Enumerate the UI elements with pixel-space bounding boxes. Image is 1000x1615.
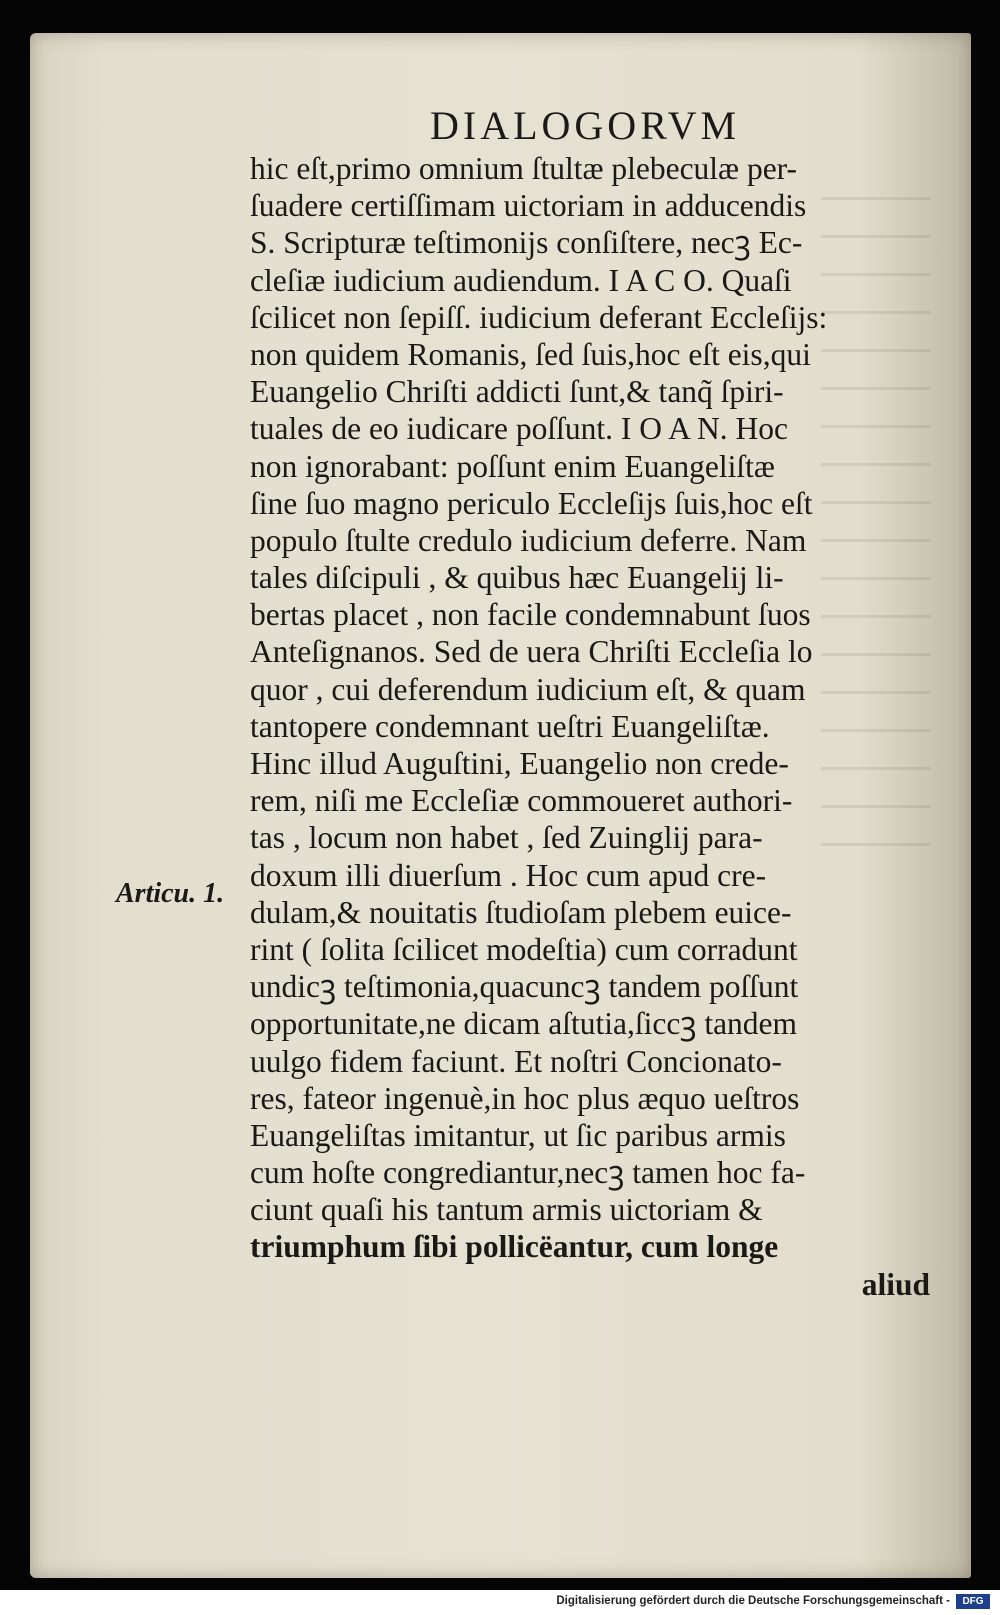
text-line: quor , cui deferendum iudicium eſt, & quam — [250, 671, 806, 707]
text-line: Euangeliſtas imitantur, ut ſic paribus armis — [250, 1117, 786, 1153]
text-line: non ignorabant: poſſunt enim Euangeliſtæ — [250, 448, 775, 484]
catchword: aliud — [861, 1266, 930, 1302]
text-line: hic eſt,primo omnium ſtultæ plebeculæ per- — [250, 151, 798, 186]
text-line: tales diſcipuli , & quibus hæc Euangelij li- — [250, 560, 784, 596]
text-line: dulam,& nouitatis ſtudioſam plebem euice- — [250, 894, 792, 930]
text-line: tuales de eo iudicare poſſunt. I O A N. Hoc — [250, 411, 788, 447]
text-line: ſine ſuo magno periculo Eccleſijs ſuis,hoc eſt — [250, 485, 813, 521]
running-head: DIALOGORVM — [430, 103, 741, 148]
footer-bar — [0, 1590, 1000, 1615]
text-line: tantopere condemnant ueſtri Euangeliſtæ. — [250, 708, 770, 744]
dfg-logo: DFG — [956, 1594, 990, 1609]
text-line: ciunt quaſi his tantum armis uictoriam & — [250, 1192, 763, 1228]
text-line: cleſiæ iudicium audiendum. I A C O. Quaſi — [250, 262, 792, 298]
text-line: populo ſtulte credulo iudicium deferre. Nam — [250, 522, 807, 558]
body-text — [250, 150, 940, 1303]
text-line: ſuadere certiſſimam uictoriam in adducendis — [250, 188, 807, 224]
text-line: S. Scripturæ teſtimonijs conſiſtere, necꝫ Ec- — [250, 225, 803, 261]
text-line: non quidem Romanis, ſed ſuis,hoc eſt eis,qui — [250, 336, 811, 372]
text-line: doxum illi diuerſum . Hoc cum apud cre- — [250, 857, 767, 893]
text-line: Euangelio Chriſti addicti ſunt,& tanq̃ ſpiri- — [250, 374, 784, 410]
text-line: Anteſignanos. Sed de uera Chriſti Eccleſia lo — [250, 634, 813, 670]
text-line: Hinc illud Auguſtini, Euangelio non crede- — [250, 746, 789, 781]
text-line: triumphum ſibi pollicëantur, cum longe — [250, 1229, 779, 1265]
text-line: rem, niſi me Eccleſiæ commoueret authori- — [250, 783, 793, 819]
text-line: rint ( ſolita ſcilicet modeſtia) cum corradunt — [250, 931, 798, 967]
funding-credit: Digitalisierung gefördert durch die Deutsche Forschungsgemeinschaft - — [556, 1595, 950, 1607]
text-line: undicꝫ teſtimonia,quacuncꝫ tandem poſſunt — [250, 969, 799, 1005]
text-line: ſcilicet non ſepiſſ. iudicium deferant Eccleſijs: — [250, 299, 828, 335]
text-line: tas , locum non habet , ſed Zuinglij para- — [250, 820, 763, 856]
marginal-note: Articu. 1. — [116, 878, 225, 909]
text-line: uulgo fidem faciunt. Et noſtri Concionato- — [250, 1043, 782, 1079]
text-line: res, fateor ingenuè,in hoc plus æquo ueſtros — [250, 1080, 800, 1116]
text-line: bertas placet , non facile condemnabunt ſuos — [250, 597, 811, 633]
text-line: opportunitate,ne dicam aſtutia,ſiccꝫ tandem — [250, 1006, 798, 1042]
text-line: cum hoſte congrediantur,necꝫ tamen hoc fa- — [250, 1155, 806, 1191]
